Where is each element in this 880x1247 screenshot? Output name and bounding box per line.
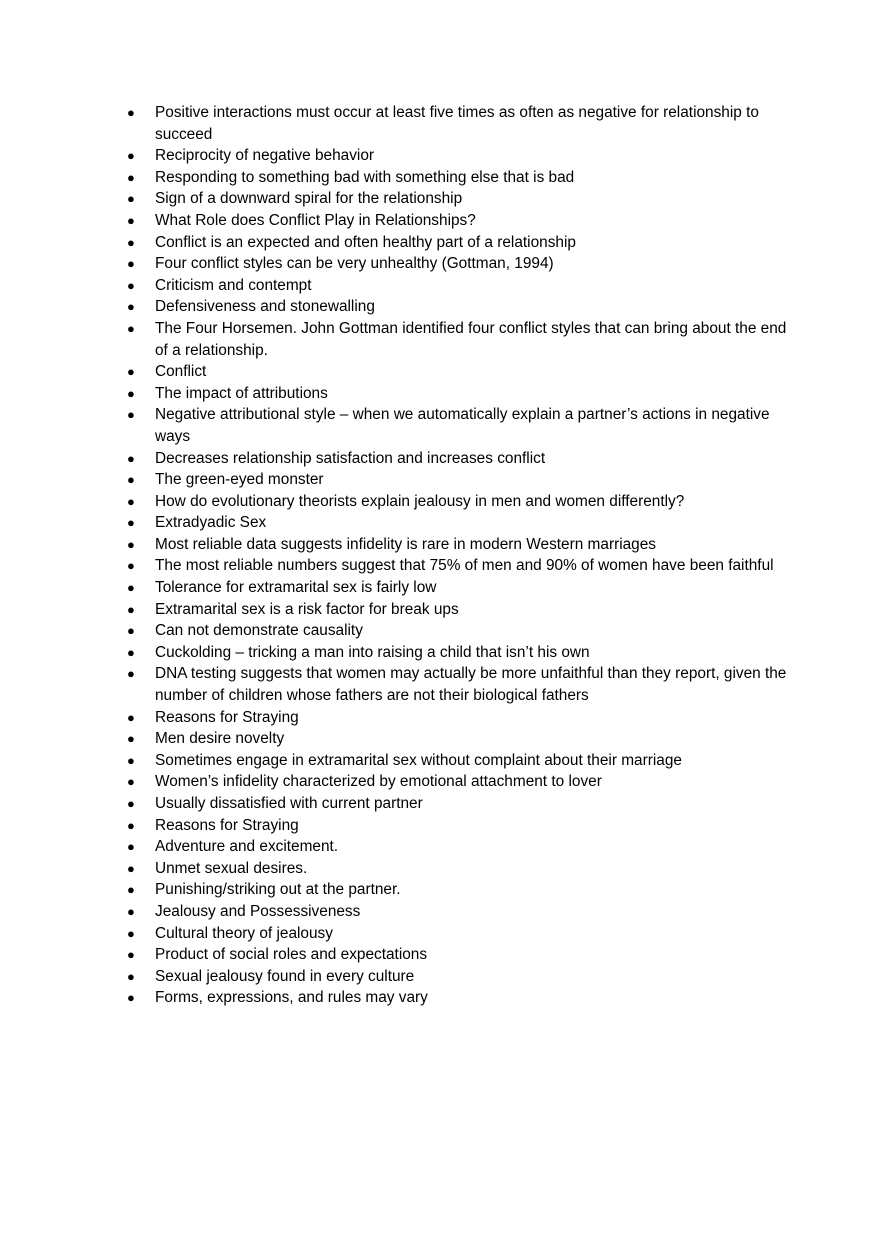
bullet-list (127, 102, 787, 1009)
bullet-icon: ● (127, 860, 135, 876)
list-item-text: Sometimes engage in extramarital sex without complaint about their marriage (155, 751, 682, 769)
list-item (127, 750, 787, 772)
list-item-text: Tolerance for extramarital sex is fairly low (155, 579, 437, 597)
list-item-text: Reciprocity of negative behavior (155, 147, 375, 165)
bullet-icon: ● (127, 299, 135, 315)
list-item-text: Reasons for Straying (155, 816, 299, 834)
list-item (127, 404, 787, 447)
list-item (127, 599, 787, 621)
list-item-text: Adventure and excitement. (155, 838, 339, 856)
list-item-text: Punishing/striking out at the partner. (155, 881, 401, 899)
bullet-icon: ● (127, 774, 135, 790)
list-item-text: Reasons for Straying (155, 708, 299, 726)
list-item-text: DNA testing suggests that women may actually be more unfaithful than they report, given the number of children whose fathers are not their biological fathers (155, 665, 787, 705)
list-item (127, 944, 787, 966)
list-item (127, 232, 787, 254)
bullet-icon: ● (127, 968, 135, 984)
list-item (127, 815, 787, 837)
bullet-icon: ● (127, 666, 135, 682)
list-item (127, 728, 787, 750)
list-item-text: The impact of attributions (155, 384, 328, 402)
list-item (127, 188, 787, 210)
bullet-icon: ● (127, 839, 135, 855)
list-item (127, 491, 787, 513)
bullet-icon: ● (127, 882, 135, 898)
list-item-text: What Role does Conflict Play in Relationships? (155, 211, 476, 229)
list-item-text: Women’s infidelity characterized by emotional attachment to lover (155, 773, 602, 791)
bullet-icon: ● (127, 493, 135, 509)
list-item-text: Extradyadic Sex (155, 514, 267, 532)
bullet-icon: ● (127, 558, 135, 574)
bullet-icon: ● (127, 234, 135, 250)
bullet-icon: ● (127, 407, 135, 423)
list-item-text: Four conflict styles can be very unhealthy (Gottman, 1994) (155, 255, 554, 273)
list-item (127, 577, 787, 599)
list-item (127, 771, 787, 793)
list-item-text: The most reliable numbers suggest that 75% of men and 90% of women have been faithful (155, 557, 774, 575)
bullet-icon: ● (127, 990, 135, 1006)
list-item (127, 663, 787, 706)
list-item (127, 707, 787, 729)
list-item-text: Conflict is an expected and often healthy part of a relationship (155, 233, 576, 251)
bullet-icon: ● (127, 169, 135, 185)
list-item (127, 296, 787, 318)
list-item-text: Negative attributional style – when we automatically explain a partner’s actions in negative ways (155, 406, 770, 445)
bullet-icon: ● (127, 385, 135, 401)
list-item-text: Jealousy and Possessiveness (155, 902, 361, 920)
list-item-text: Cuckolding – tricking a man into raising a child that isn’t his own (155, 643, 590, 661)
list-item (127, 966, 787, 988)
bullet-icon: ● (127, 580, 135, 596)
bullet-icon: ● (127, 256, 135, 272)
bullet-icon: ● (127, 947, 135, 963)
list-item-text: Men desire novelty (155, 730, 285, 748)
bullet-icon: ● (127, 709, 135, 725)
bullet-icon: ● (127, 191, 135, 207)
list-item-text: Cultural theory of jealousy (155, 924, 333, 942)
list-item (127, 836, 787, 858)
list-item-text: How do evolutionary theorists explain jealousy in men and women differently? (155, 492, 685, 510)
bullet-icon: ● (127, 148, 135, 164)
list-item (127, 167, 787, 189)
list-item (127, 620, 787, 642)
bullet-icon: ● (127, 472, 135, 488)
list-item (127, 102, 787, 145)
list-item-text: Criticism and contempt (155, 276, 312, 294)
list-item (127, 901, 787, 923)
list-item (127, 793, 787, 815)
list-item (127, 642, 787, 664)
list-item (127, 145, 787, 167)
list-item-text: Most reliable data suggests infidelity is rare in modern Western marriages (155, 535, 656, 553)
bullet-icon: ● (127, 903, 135, 919)
list-item (127, 361, 787, 383)
bullet-icon: ● (127, 623, 135, 639)
list-item (127, 318, 787, 361)
list-item-text: Responding to something bad with something else that is bad (155, 168, 575, 186)
bullet-icon: ● (127, 212, 135, 228)
bullet-icon: ● (127, 925, 135, 941)
bullet-icon: ● (127, 752, 135, 768)
list-item (127, 879, 787, 901)
bullet-icon: ● (127, 364, 135, 380)
bullet-icon: ● (127, 731, 135, 747)
bullet-icon: ● (127, 105, 135, 120)
bullet-icon: ● (127, 450, 135, 466)
list-item-text: Sexual jealousy found in every culture (155, 967, 415, 985)
list-item (127, 534, 787, 556)
list-item-text: Unmet sexual desires. (155, 859, 308, 877)
list-item (127, 858, 787, 880)
bullet-icon: ● (127, 536, 135, 552)
list-item (127, 383, 787, 405)
list-item-text: Forms, expressions, and rules may vary (155, 989, 428, 1007)
bullet-icon: ● (127, 817, 135, 833)
list-item (127, 253, 787, 275)
list-item-text: The green-eyed monster (155, 471, 324, 489)
list-item (127, 987, 787, 1009)
list-item-text: Decreases relationship satisfaction and increases conflict (155, 449, 546, 467)
bullet-icon: ● (127, 277, 135, 293)
list-item-text: Can not demonstrate causality (155, 622, 363, 640)
list-item-text: Conflict (155, 363, 207, 381)
list-item-text: Extramarital sex is a risk factor for break ups (155, 600, 459, 618)
list-item-text: Sign of a downward spiral for the relationship (155, 190, 463, 208)
list-item-text: Positive interactions must occur at least five times as often as negative for relationship to succeed (155, 104, 759, 143)
bullet-icon: ● (127, 515, 135, 531)
list-item-text: Product of social roles and expectations (155, 946, 428, 964)
list-item-text: The Four Horsemen. John Gottman identified four conflict styles that can bring about the end of a relationship. (155, 319, 787, 359)
list-item-text: Usually dissatisfied with current partner (155, 795, 423, 812)
list-item (127, 469, 787, 491)
list-item (127, 555, 787, 577)
bullet-icon: ● (127, 644, 135, 660)
bullet-icon: ● (127, 320, 135, 336)
list-item (127, 512, 787, 534)
list-item (127, 275, 787, 297)
list-item (127, 448, 787, 470)
bullet-icon: ● (127, 796, 135, 811)
list-item (127, 923, 787, 945)
list-item (127, 210, 787, 232)
list-item-text: Defensiveness and stonewalling (155, 298, 375, 316)
bullet-icon: ● (127, 601, 135, 617)
